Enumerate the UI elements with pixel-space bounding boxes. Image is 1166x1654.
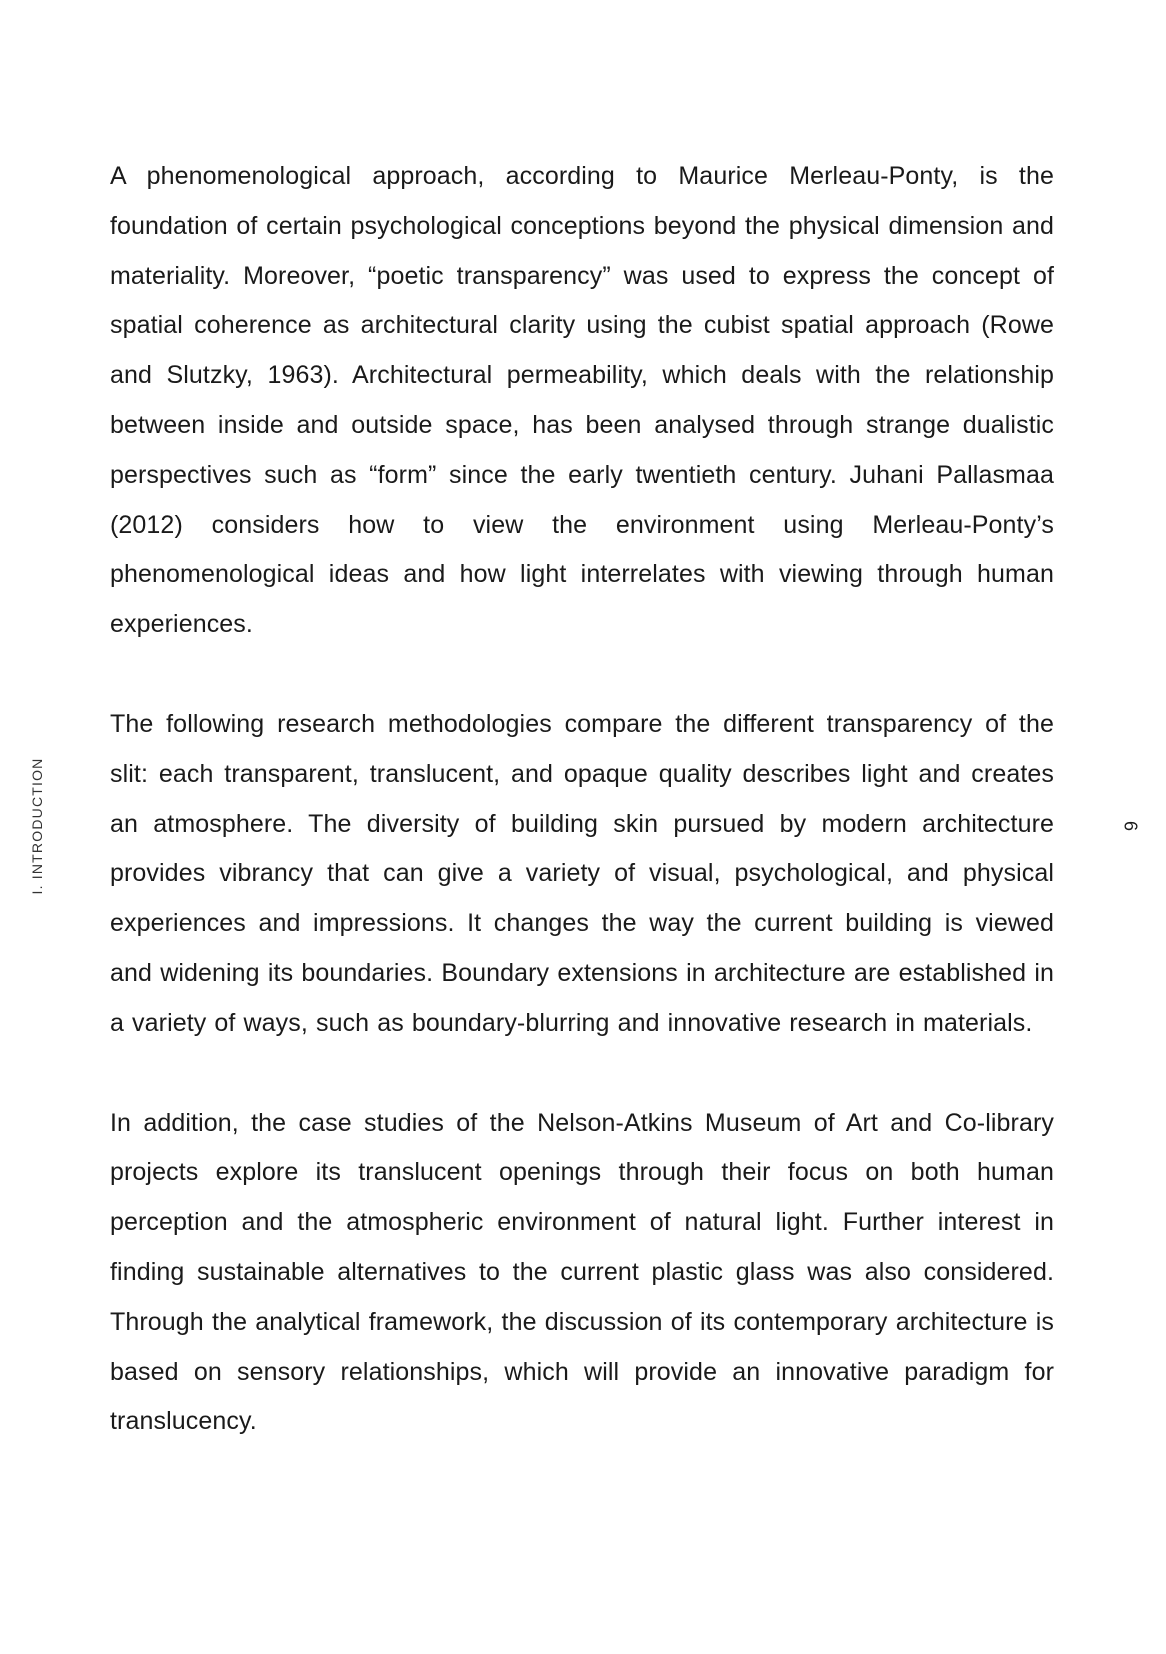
paragraph-1: A phenomenological approach, according to Maurice Merleau-Ponty, is the foundation of certain psychological conceptions beyond the physical dimension and materiality. Moreover, “poetic transparency” was used to express the concept of spatial coherence as architectural clarity using the cubist spatial approach (Rowe and Slutzky, 1963). Architectural permeability, which deals with the relationship between inside and outside space, has been analysed through strange dualistic perspectives such as “form” since the early twentieth century. Juhani Pallasmaa (2012) considers how to view the environment using Merleau-Ponty’s phenomenological ideas and how light interrelates with viewing through human experiences. [110,162,1054,639]
body-text [110,152,1054,1497]
page-number: 6 [1120,820,1141,832]
section-label: I. INTRODUCTION [29,757,45,895]
paragraph-3: In addition, the case studies of the Nelson-Atkins Museum of Art and Co-library projects explore its translucent openings through their focus on both human perception and the atmospheric environment of natural light. Further interest in finding sustainable alternatives to the current plastic glass was also considered. Through the analytical framework, the discussion of its contemporary architecture is based on sensory relationships, which will provide an innovative paradigm for translucency. [110,1108,1054,1436]
paragraph-2: The following research methodologies compare the different transparency of the slit: each transparent, translucent, and opaque quality describes light and creates an atmosphere. The diversity of building skin pursued by modern architecture provides vibrancy that can give a variety of visual, psychological, and physical experiences and impressions. It changes the way the current building is viewed and widening its boundaries. Boundary extensions in architecture are established in a variety of ways, such as boundary-blurring and innovative research in materials. [110,709,1054,1037]
